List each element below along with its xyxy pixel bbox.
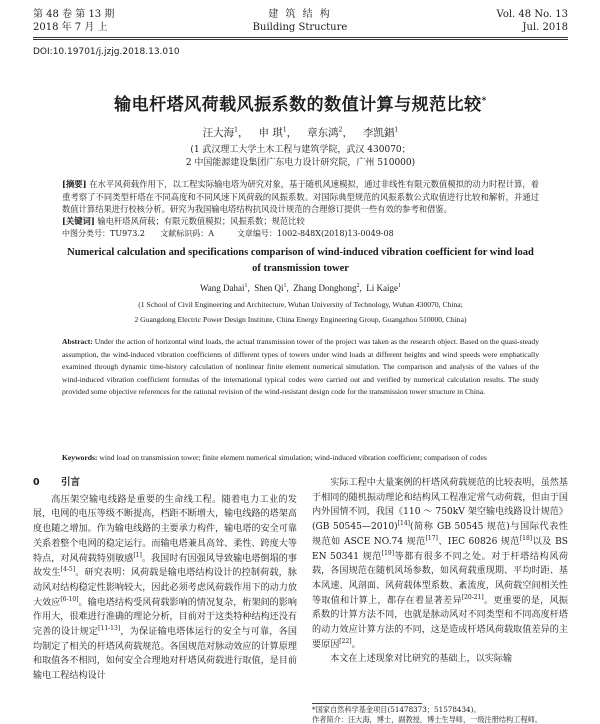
- abstract-cn-text: 在水平风荷载作用下，以工程实际输电塔为研究对象，基于随机风速模拟，通过非线性有限元数值模拟的动力时程计算，着重考察了不同类型杆塔在不同高度和不同风速下风荷载的风振系数。对国际典型规范的风振系数公式取值进行比较和解析，并通过数值计算结果进行校核分析。研究为我国输电塔结构抗风设计规范的合理修订提供一些有效的参考和借鉴。: [62, 179, 539, 214]
- abstract-cn: [62, 178, 539, 216]
- affiliation-cn-1: (1 武汉理工大学土木工程与建筑学院，武汉 430070；: [190, 145, 411, 155]
- body-column-left: [33, 476, 297, 684]
- keywords-cn-text: 输电杆塔风荷载；有限元数值模拟；风振系数；规范比较: [97, 216, 305, 226]
- body-paragraph: 高压架空输电线路是重要的生命线工程。随着电力工业的发展，电网的电压等级不断提高，档距不断增大，输电线路的塔架高度也随之增加。作为输电线路的主要承力构件，输电塔的安全可靠关系着整个电网的稳定运行。而输电塔兼具高耸、柔性、跨度大等特点，对风荷载特别敏感[1]。我国时有因强风导致输电塔倒塌的事故发生[4-5]。研究表明：风荷载是输电塔结构设计的控制荷载，脉动风对结构稳定性影响较大，因此必须考虑风荷载作用下的动力放大效应[6-10]。输电塔结构受风荷载影响的情况复杂，桁架间的影响作用大，很难进行准确的理论分析，目前对于这类特种结构还没有完善的设计规定[11-13]，为保证输电塔体运行的安全与可靠，各国均制定了相关的杆塔风荷载规范。各国规范对脉动效应的计算原理和取值各不相同，如何安全合理地对杆塔风荷载进行取值，是目前输电工程结构设计: [33, 494, 297, 682]
- keywords-en: [62, 452, 539, 465]
- abstract-en-label: Abstract:: [62, 337, 93, 346]
- document-code: 文献标识码：A: [160, 229, 215, 238]
- abstract-en-text: Under the action of horizontal wind loads, the actual transmission tower of the project was taken as the research object. Based on the quasi-steady assumption, the wind-induced vibration coefficients of different types of towers under wind loads at different heights and wind speeds were emphatically examined through dynamic time-history calculation of nonlinear finite element numerical simulation. The comparison and analysis of the values of the wind-induced vibration coefficient formulas of the international typical codes were carried out and verified by numerical calculation results. The study provided some objective references for the rational revision of the wind-resistant design code for the transmission tower structure in China.: [62, 337, 539, 397]
- section-heading: [33, 476, 297, 491]
- abstract-en: [62, 336, 539, 399]
- author-en: Li Kaige$^1$: [366, 283, 401, 293]
- citation: [17]: [425, 534, 438, 542]
- doi: DOI:10.19701/j.jzjg.2018.13.010: [33, 47, 180, 57]
- citation: [14]: [397, 520, 411, 528]
- author-bio-note: 作者简介：汪大海，博士，副教授，博士生导师，一级注册结构工程师。: [312, 714, 543, 724]
- affiliation-en-2: 2 Guangdong Electric Power Design Institute, China Energy Engineering Group, Guangzhou 510000, China): [134, 315, 467, 324]
- section-title: 引言: [61, 477, 81, 488]
- section-number: 0: [33, 477, 40, 488]
- footnote-rule: [312, 703, 422, 704]
- journal-name-cn: 建 筑 结 构: [268, 9, 332, 20]
- running-header-left: [33, 8, 114, 34]
- title-footnote-mark: *: [481, 96, 487, 107]
- author-en: Zhang Donghong$^2$: [293, 283, 360, 293]
- affiliation-en-1: (1 School of Civil Engineering and Architecture, Wuhan University of Technology, Wuhan 430070, China;: [138, 300, 463, 309]
- author-list-en: Wang Dahai$^1$, Shen Qi$^1$, Zhang Donghong$^2$, Li Kaige$^1$: [199, 283, 401, 293]
- abstract-cn-label: [摘要]: [62, 179, 87, 189]
- keywords-cn-label: [关键词]: [62, 216, 95, 226]
- author-cn: 汪大海$^1$: [202, 126, 238, 139]
- running-header-center: [200, 8, 400, 34]
- article-title-cn: [33, 90, 568, 115]
- classification-row: [62, 228, 539, 240]
- running-header-right: [497, 8, 568, 34]
- citation: [1]: [133, 551, 142, 559]
- clc-number: 中图分类号：TU973.2: [62, 229, 145, 238]
- volume-issue-cn: 第 48 卷 第 13 期: [33, 9, 115, 20]
- issue-date-cn: 2018 年 7 月 上: [33, 22, 108, 33]
- header-rule: [33, 37, 568, 38]
- body-paragraph: 本文在上述现象对比研究的基础上，以实际输: [330, 654, 513, 665]
- footnote: [312, 705, 568, 724]
- citation: [19]: [381, 549, 395, 557]
- article-id: 文章编号：1002-848X(2018)13-0049-08: [236, 229, 394, 238]
- citation: [4-5]: [60, 566, 76, 574]
- author-list-cn: 汪大海$^1$， 申 琪$^1$， 章东鸿$^2$， 李凯錩$^1$: [202, 126, 399, 139]
- volume-issue-en: Vol. 48 No. 13: [496, 9, 568, 20]
- citation: [11-13]: [98, 625, 121, 632]
- author-cn: 章东鸿$^2$: [307, 126, 343, 139]
- title-text: 输电杆塔风荷载风振系数的数值计算与规范比较: [114, 95, 482, 115]
- keywords-en-text: wind load on transmission tower; finite element numerical simulation; wind-induced vibration coefficient; comparison of codes: [99, 453, 487, 462]
- issue-date-en: Jul. 2018: [522, 22, 568, 33]
- journal-name-en: Building Structure: [252, 22, 348, 33]
- author-en: Shen Qi$^1$: [254, 283, 287, 293]
- affiliation-cn-2: 2 中国能源建设集团广东电力设计研究院，广州 510000): [185, 158, 416, 168]
- citation: [6-10]: [60, 595, 79, 603]
- citation: [18]: [519, 534, 533, 542]
- body-column-right: [312, 476, 568, 667]
- keywords-cn: [62, 215, 539, 228]
- body-paragraph: 实际工程中大量案例的杆塔风荷载规范的比较表明，虽然基于相同的随机振动理论和结构风工程准定常气动荷载，但由于国内外国情不同，我国《110 ～ 750kV 架空输电线路设计规范》(GB 50545—2010)[14](简称 GB 50545 规范)与国际代表性规范如 ASCE NO.74 规范[17]、IEC 60826 规范[18]以及 BS EN 50341 规范[19]等都有很多不同之处。对于杆塔结构风荷载，各国规范在随机风场参数，如风荷载重现期、平均时距、基本风速、风剖面、风荷载体型系数、紊流度，风荷载空间相关性等取值和计算上，都存在着显著差异[20-21]。更重要的是，风振系数的计算方法不同，也就是脉动风对不同类型和不同高度杆塔的动力效应计算方法的不同，这是造成杆塔风荷载取值差异的主要原因[22]。: [312, 478, 568, 650]
- author-cn: 李凯錩$^1$: [363, 126, 399, 139]
- article-title-en: Numerical calculation and specifications comparison of wind-induced vibration coefficient for wind load of transmission tower: [67, 247, 534, 274]
- funding-note: *国家自然科学基金项目(51478373；51578434)。: [312, 705, 481, 714]
- citation: [20-21]: [461, 593, 484, 601]
- author-en: Wang Dahai$^1$: [199, 283, 248, 293]
- citation: [22]: [339, 637, 352, 645]
- header-rule-thin: [33, 39, 568, 40]
- keywords-en-label: Keywords:: [62, 453, 98, 462]
- author-cn: 申 琪$^1$: [258, 126, 287, 139]
